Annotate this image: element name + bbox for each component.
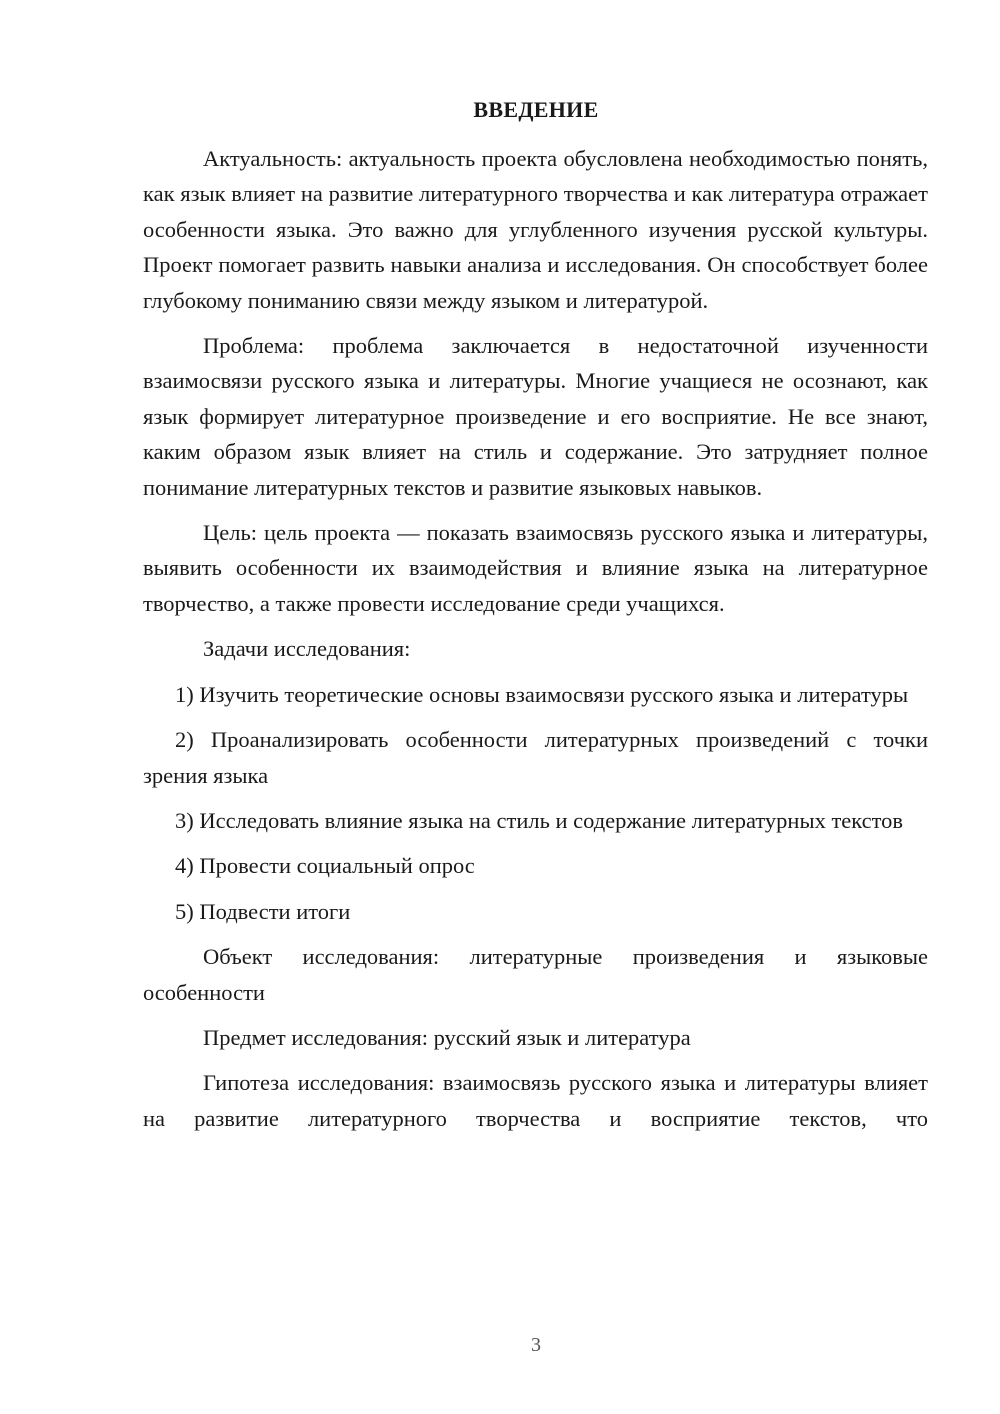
task-item-5: 5) Подвести итоги bbox=[175, 898, 351, 924]
paragraph-problem: Проблема: проблема заключается в недостаточной изученности взаимосвязи русского языка и литературы. Многие учащиеся не осознают, как язык формирует литературное произведение и его восприятие. Не все знают, каким образом язык влияет на стиль и содержание. Это затрудняет полное понимание литературных текстов и развитие языковых навыков. bbox=[143, 333, 928, 500]
paragraph-relevance: Актуальность: актуальность проекта обусловлена необходимостью понять, как язык влияет на развитие литературного творчества и как литература отражает особенности языка. Это важно для углубленного изучения русской культуры. Проект помогает развить навыки анализа и исследования. Он способствует более глубокому пониманию связи между языком и литературой. bbox=[143, 146, 928, 313]
paragraph-object: Объект исследования: литературные произведения и языковые особенности bbox=[143, 944, 928, 1005]
task-item-1: 1) Изучить теоретические основы взаимосвязи русского языка и литературы bbox=[175, 681, 909, 707]
task-item-4: 4) Провести социальный опрос bbox=[175, 853, 475, 879]
task-item-2: 2) Проанализировать особенности литературных произведений с точки зрения языка bbox=[143, 727, 928, 788]
document-body bbox=[143, 141, 928, 1146]
paragraph-tasks-heading: Задачи исследования: bbox=[203, 636, 411, 662]
page-title: ВВЕДЕНИЕ bbox=[473, 97, 599, 122]
paragraph-subject: Предмет исследования: русский язык и литература bbox=[203, 1024, 691, 1050]
paragraph-goal: Цель: цель проекта — показать взаимосвязь русского языка и литературы, выявить особенности их взаимодействия и влияние языка на литературное творчество, а также провести исследование среди учащихся. bbox=[143, 520, 928, 616]
task-item-3: 3) Исследовать влияние языка на стиль и содержание литературных текстов bbox=[175, 807, 904, 833]
paragraph-hypothesis: Гипотеза исследования: взаимосвязь русского языка и литературы влияет на развитие литературного творчества и восприятие текстов, что bbox=[143, 1070, 928, 1131]
page-number: 3 bbox=[531, 1334, 541, 1356]
